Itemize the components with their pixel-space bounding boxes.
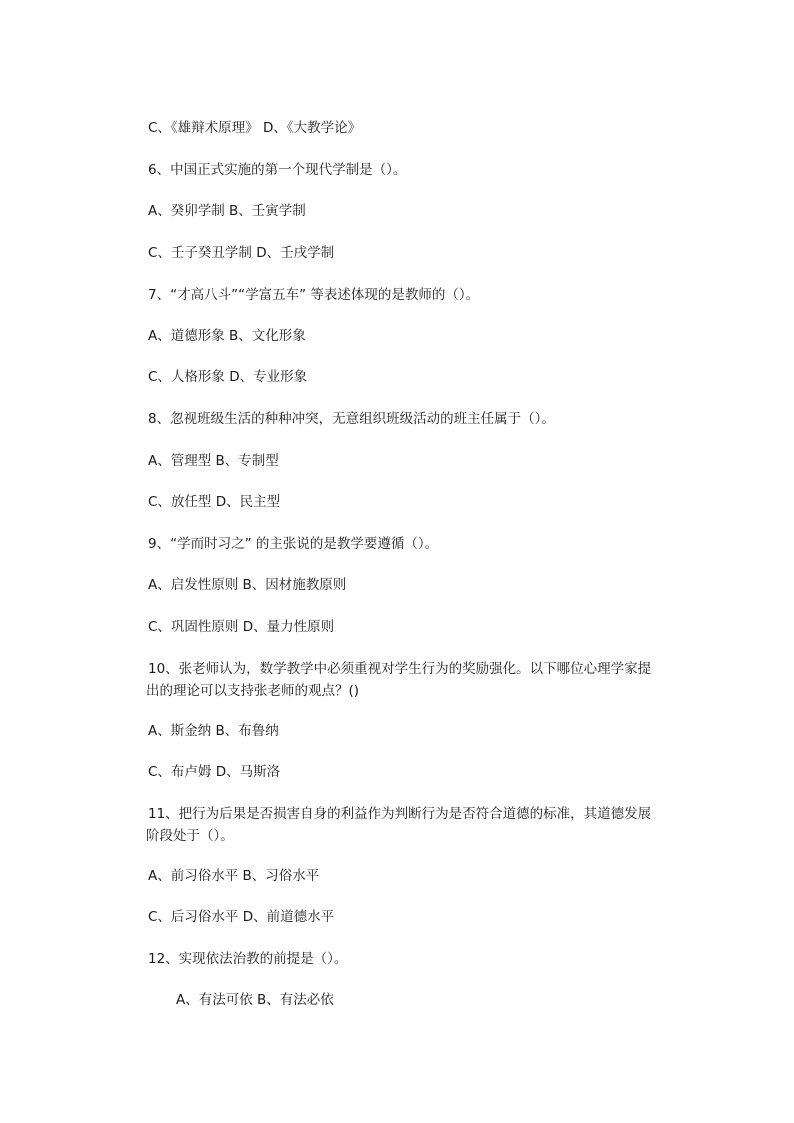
- q8-options-ab: A、管理型 B、专制型: [148, 453, 279, 469]
- q10-options-cd: C、布卢姆 D、马斯洛: [148, 764, 281, 780]
- q8-options-cd: C、放任型 D、民主型: [148, 494, 281, 510]
- q10-question: [148, 658, 651, 702]
- q11-question: [148, 803, 651, 847]
- q9-options-ab: A、启发性原则 B、因材施教原则: [148, 577, 347, 593]
- q10-line-2: 出的理论可以支持张老师的观点？(): [146, 683, 360, 699]
- q12-question: 12、实现依法治教的前提是（）。: [148, 951, 348, 967]
- q6-options-cd: C、壬子癸丑学制 D、壬戌学制: [148, 245, 335, 261]
- q8-question: 8、忽视班级生活的种种冲突，无意组织班级活动的班主任属于（）。: [148, 411, 555, 427]
- q9-question: 9、“学而时习之” 的主张说的是教学要遵循（）。: [148, 536, 439, 552]
- q7-options-cd: C、人格形象 D、专业形象: [148, 369, 308, 385]
- q11-line-2: 阶段处于（）。: [146, 828, 234, 844]
- q11-options-ab: A、前习俗水平 B、习俗水平: [148, 868, 320, 884]
- q10-line-1: 10、张老师认为，数学教学中必须重视对学生行为的奖励强化。以下哪位心理学家提: [148, 661, 652, 677]
- q6-options-ab: A、癸卯学制 B、壬寅学制: [148, 203, 306, 219]
- q7-options-ab: A、道德形象 B、文化形象: [148, 328, 306, 344]
- q10-options-ab: A、斯金纳 B、布鲁纳: [148, 723, 279, 739]
- q9-options-cd: C、巩固性原则 D、量力性原则: [148, 619, 335, 635]
- q12-options-ab: A、有法可依 B、有法必依: [176, 992, 334, 1008]
- q11-options-cd: C、后习俗水平 D、前道德水平: [148, 909, 335, 925]
- q11-line-1: 11、把行为后果是否损害自身的利益作为判断行为是否符合道德的标准，其道德发展: [148, 806, 652, 822]
- q6-question: 6、中国正式实施的第一个现代学制是（）。: [148, 162, 407, 178]
- q7-question: 7、“才高八斗”“学富五车” 等表述体现的是教师的（）。: [148, 287, 480, 303]
- q5-options-cd: C、《雄辩术原理》 D、《大教学论》: [148, 120, 362, 136]
